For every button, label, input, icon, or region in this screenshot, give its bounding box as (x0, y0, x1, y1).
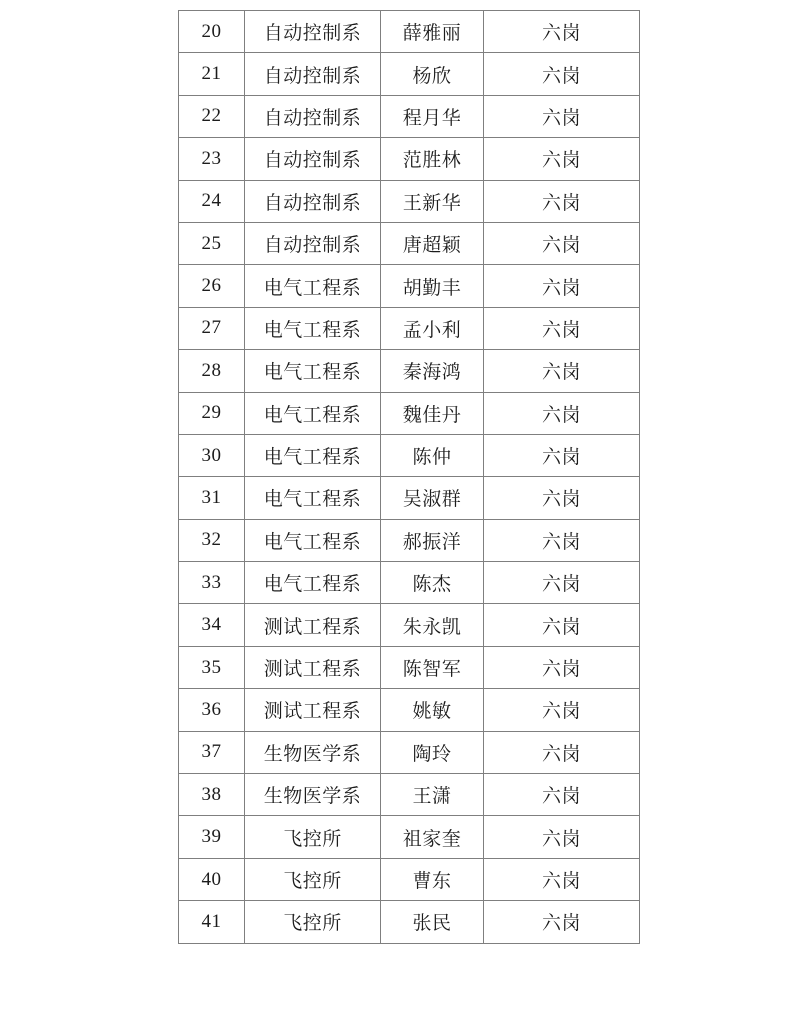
department-cell: 自动控制系 (245, 138, 381, 180)
rank-cell: 六岗 (484, 180, 640, 222)
row-number-cell: 26 (179, 265, 245, 307)
table-row (179, 604, 640, 646)
table-row (179, 816, 640, 858)
row-number-cell: 40 (179, 858, 245, 900)
name-cell: 杨欣 (381, 53, 484, 95)
row-number-cell: 33 (179, 562, 245, 604)
rank-cell: 六岗 (484, 816, 640, 858)
name-cell: 程月华 (381, 95, 484, 137)
table-row (179, 11, 640, 53)
department-cell: 飞控所 (245, 858, 381, 900)
row-number-cell: 22 (179, 95, 245, 137)
row-number-cell: 29 (179, 392, 245, 434)
table-row (179, 434, 640, 476)
name-cell: 胡勤丰 (381, 265, 484, 307)
department-cell: 电气工程系 (245, 562, 381, 604)
department-cell: 生物医学系 (245, 774, 381, 816)
rank-cell: 六岗 (484, 392, 640, 434)
name-cell: 唐超颖 (381, 222, 484, 264)
table-row (179, 646, 640, 688)
rank-cell: 六岗 (484, 350, 640, 392)
department-cell: 电气工程系 (245, 434, 381, 476)
row-number-cell: 35 (179, 646, 245, 688)
rank-cell: 六岗 (484, 901, 640, 943)
row-number-cell: 20 (179, 11, 245, 53)
rank-cell: 六岗 (484, 689, 640, 731)
name-cell: 秦海鸿 (381, 350, 484, 392)
row-number-cell: 30 (179, 434, 245, 476)
table-row (179, 858, 640, 900)
department-cell: 电气工程系 (245, 307, 381, 349)
name-cell: 张民 (381, 901, 484, 943)
name-cell: 孟小利 (381, 307, 484, 349)
roster-table-body (179, 11, 640, 944)
department-cell: 测试工程系 (245, 646, 381, 688)
rank-cell: 六岗 (484, 265, 640, 307)
rank-cell: 六岗 (484, 774, 640, 816)
rank-cell: 六岗 (484, 222, 640, 264)
department-cell: 电气工程系 (245, 392, 381, 434)
row-number-cell: 27 (179, 307, 245, 349)
name-cell: 曹东 (381, 858, 484, 900)
rank-cell: 六岗 (484, 307, 640, 349)
rank-cell: 六岗 (484, 562, 640, 604)
table-row (179, 689, 640, 731)
department-cell: 电气工程系 (245, 519, 381, 561)
table-row (179, 222, 640, 264)
row-number-cell: 32 (179, 519, 245, 561)
name-cell: 祖家奎 (381, 816, 484, 858)
table-row (179, 731, 640, 773)
table-row (179, 307, 640, 349)
name-cell: 姚敏 (381, 689, 484, 731)
table-row (179, 53, 640, 95)
rank-cell: 六岗 (484, 646, 640, 688)
name-cell: 王新华 (381, 180, 484, 222)
rank-cell: 六岗 (484, 138, 640, 180)
table-row (179, 562, 640, 604)
table-row (179, 901, 640, 943)
row-number-cell: 28 (179, 350, 245, 392)
personnel-roster-table (178, 10, 640, 944)
rank-cell: 六岗 (484, 731, 640, 773)
name-cell: 陶玲 (381, 731, 484, 773)
row-number-cell: 24 (179, 180, 245, 222)
department-cell: 自动控制系 (245, 11, 381, 53)
name-cell: 朱永凯 (381, 604, 484, 646)
department-cell: 飞控所 (245, 816, 381, 858)
row-number-cell: 31 (179, 477, 245, 519)
rank-cell: 六岗 (484, 477, 640, 519)
name-cell: 范胜林 (381, 138, 484, 180)
row-number-cell: 34 (179, 604, 245, 646)
rank-cell: 六岗 (484, 519, 640, 561)
rank-cell: 六岗 (484, 95, 640, 137)
table-row (179, 180, 640, 222)
row-number-cell: 39 (179, 816, 245, 858)
name-cell: 魏佳丹 (381, 392, 484, 434)
rank-cell: 六岗 (484, 11, 640, 53)
table-row (179, 519, 640, 561)
name-cell: 陈杰 (381, 562, 484, 604)
rank-cell: 六岗 (484, 434, 640, 476)
rank-cell: 六岗 (484, 604, 640, 646)
row-number-cell: 25 (179, 222, 245, 264)
department-cell: 生物医学系 (245, 731, 381, 773)
department-cell: 自动控制系 (245, 180, 381, 222)
department-cell: 电气工程系 (245, 350, 381, 392)
table-row (179, 392, 640, 434)
table-row (179, 138, 640, 180)
name-cell: 吴淑群 (381, 477, 484, 519)
name-cell: 陈智军 (381, 646, 484, 688)
rank-cell: 六岗 (484, 53, 640, 95)
department-cell: 测试工程系 (245, 604, 381, 646)
row-number-cell: 41 (179, 901, 245, 943)
name-cell: 郝振洋 (381, 519, 484, 561)
table-row (179, 477, 640, 519)
department-cell: 电气工程系 (245, 265, 381, 307)
department-cell: 自动控制系 (245, 95, 381, 137)
name-cell: 王潇 (381, 774, 484, 816)
department-cell: 自动控制系 (245, 222, 381, 264)
table-row (179, 265, 640, 307)
rank-cell: 六岗 (484, 858, 640, 900)
name-cell: 陈仲 (381, 434, 484, 476)
table-row (179, 95, 640, 137)
row-number-cell: 23 (179, 138, 245, 180)
department-cell: 飞控所 (245, 901, 381, 943)
department-cell: 自动控制系 (245, 53, 381, 95)
row-number-cell: 37 (179, 731, 245, 773)
row-number-cell: 21 (179, 53, 245, 95)
department-cell: 测试工程系 (245, 689, 381, 731)
table-row (179, 350, 640, 392)
department-cell: 电气工程系 (245, 477, 381, 519)
row-number-cell: 36 (179, 689, 245, 731)
table-row (179, 774, 640, 816)
row-number-cell: 38 (179, 774, 245, 816)
name-cell: 薛雅丽 (381, 11, 484, 53)
